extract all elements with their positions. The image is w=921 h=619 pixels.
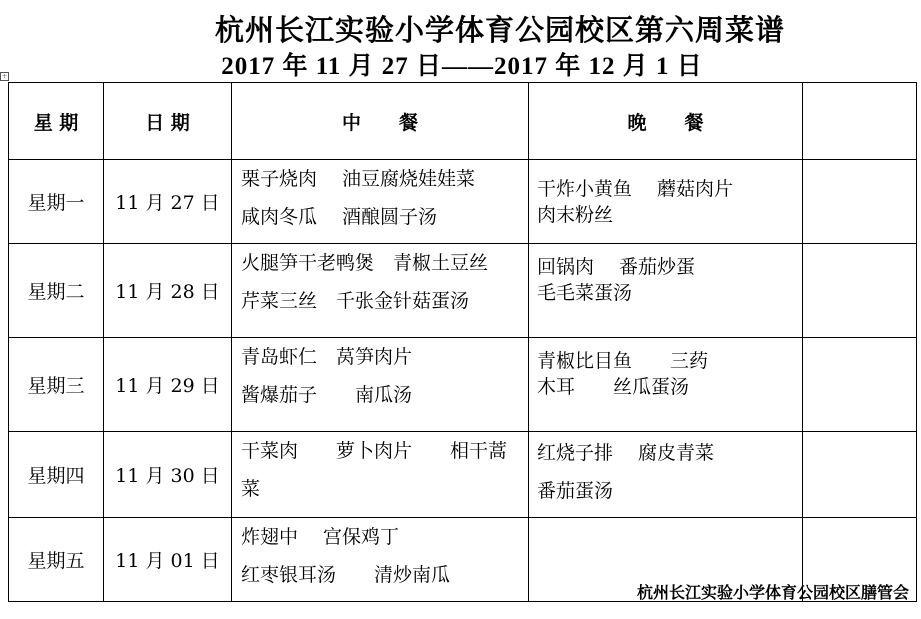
- date-cell: 11 月 01 日: [104, 518, 232, 602]
- table-header-row: [9, 83, 917, 160]
- lunch-cell: [232, 160, 529, 244]
- lunch-line: 菜: [241, 478, 261, 500]
- header-dinner: 晚 餐: [529, 83, 803, 160]
- weekday-cell: 星期三: [9, 338, 104, 432]
- date-cell: 11 月 29 日: [104, 338, 232, 432]
- lunch-line: 红枣银耳汤 清炒南瓜: [241, 564, 451, 586]
- table-row: [9, 244, 917, 338]
- lunch-line: 咸肉冬瓜 酒酿圆子汤: [241, 206, 438, 228]
- date-cell: 11 月 27 日: [104, 160, 232, 244]
- dinner-line: 干炸小黄鱼 蘑菇肉片: [537, 177, 734, 200]
- weekday-cell: 星期二: [9, 244, 104, 338]
- lunch-line: 酱爆茄子 南瓜汤: [241, 384, 413, 406]
- date-cell: 11 月 30 日: [104, 432, 232, 518]
- extra-cell: [803, 160, 917, 244]
- lunch-cell: [232, 338, 529, 432]
- lunch-cell: [232, 432, 529, 518]
- lunch-cell: [232, 244, 529, 338]
- dinner-line: 青椒比目鱼 三药: [537, 350, 709, 372]
- footer-signature: 杭州长江实验小学体育公园校区膳管会: [636, 583, 909, 602]
- header-extra: [803, 83, 917, 160]
- dinner-cell: [529, 160, 803, 244]
- table-row: [9, 432, 917, 518]
- header-weekday: 星 期: [9, 83, 104, 160]
- table-row: [9, 338, 917, 432]
- header-date: 日 期: [104, 83, 232, 160]
- dinner-cell: [529, 338, 803, 432]
- weekday-cell: 星期一: [9, 160, 104, 244]
- lunch-line: 火腿笋干老鸭煲 青椒土豆丝: [241, 252, 489, 274]
- date-cell: 11 月 28 日: [104, 244, 232, 338]
- extra-cell: [803, 244, 917, 338]
- extra-cell: [803, 338, 917, 432]
- dinner-line: 毛毛菜蛋汤: [537, 282, 633, 304]
- weekday-cell: 星期五: [9, 518, 104, 602]
- dinner-line: 回锅肉 番茄炒蛋: [537, 256, 696, 278]
- weekday-cell: 星期四: [9, 432, 104, 518]
- dinner-line: 肉末粉丝: [537, 203, 614, 226]
- dinner-cell: [529, 244, 803, 338]
- extra-cell: [803, 432, 917, 518]
- table-row: [9, 160, 917, 244]
- header-lunch: 中 餐: [232, 83, 529, 160]
- menu-table: [8, 82, 917, 602]
- date-range: 2017 年 11 月 27 日——2017 年 12 月 1 日: [221, 53, 703, 80]
- dinner-line: 红烧子排 腐皮青菜: [537, 442, 715, 464]
- table-move-handle-icon[interactable]: +: [1, 73, 8, 80]
- lunch-line: 栗子烧肉 油豆腐烧娃娃菜: [241, 168, 476, 190]
- lunch-line: 芹菜三丝 千张金针菇蛋汤: [241, 290, 470, 312]
- lunch-line: 青岛虾仁 莴笋肉片: [241, 346, 413, 368]
- lunch-line: 干菜肉 萝卜肉片 相干蒿: [241, 440, 508, 462]
- lunch-line: 炸翅中 宫保鸡丁: [241, 526, 400, 548]
- lunch-cell: [232, 518, 529, 602]
- dinner-line: 木耳 丝瓜蛋汤: [537, 376, 690, 398]
- page-title: 杭州长江实验小学体育公园校区第六周菜谱: [214, 13, 785, 47]
- dinner-cell: [529, 432, 803, 518]
- dinner-line: 番茄蛋汤: [537, 480, 614, 502]
